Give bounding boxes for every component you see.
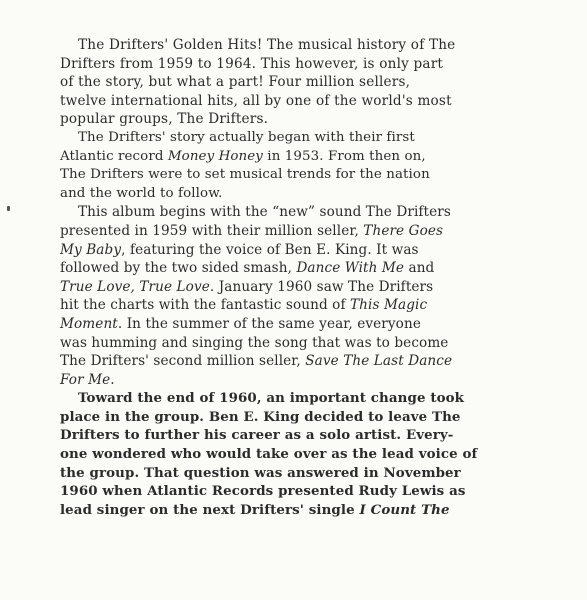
text-line (60, 222, 520, 241)
italic-title-text: Moment (60, 315, 118, 332)
paragraph-1 (60, 36, 520, 129)
body-text: the group. That question was answered in November (60, 464, 461, 481)
body-text: Drifters to further his career as a solo artist. Every- (60, 427, 454, 444)
document-body (60, 36, 520, 519)
body-text: in 1953. From then on, (262, 148, 426, 164)
text-line (60, 501, 520, 520)
text-line (60, 166, 520, 185)
body-text: followed by the two sided smash, (60, 260, 297, 277)
body-text: . January 1960 saw The Drifters (209, 278, 434, 295)
text-line (60, 203, 520, 222)
body-text: of the story, but what a part! Four million sellers, (60, 74, 411, 91)
body-text: The Drifters' second million seller, (60, 353, 306, 370)
text-line (60, 55, 520, 74)
text-line (60, 426, 520, 445)
body-text: popular groups, The Drifters. (60, 111, 269, 128)
text-line (60, 352, 520, 371)
text-line (60, 389, 520, 408)
body-text: one wondered who would take over as the lead voice of (60, 446, 478, 463)
body-text: The Drifters were to set musical trends for the nation (60, 167, 430, 183)
paragraph-3 (60, 203, 520, 389)
body-text: and (404, 260, 435, 277)
text-line (60, 278, 520, 297)
body-text: Atlantic record (60, 148, 168, 164)
body-text: The Drifters' story actually began with their first (78, 129, 415, 145)
text-line (60, 148, 520, 167)
body-text: , featuring the voice of Ben E. King. It was (121, 241, 419, 258)
body-text: place in the group. Ben E. King decided to leave The (60, 408, 461, 425)
italic-title-text: Save The Last Dance (305, 353, 453, 370)
body-text: hit the charts with the fantastic sound of (60, 297, 351, 314)
text-line (60, 445, 520, 464)
stray-ink-mark (7, 206, 10, 211)
body-text: The Drifters' Golden Hits! The musical history of The (78, 37, 456, 53)
text-line (60, 315, 520, 334)
text-line (60, 296, 520, 315)
paragraph-2 (60, 129, 520, 203)
text-line (60, 482, 520, 501)
text-line (60, 36, 520, 55)
body-text: Drifters from 1959 to 1964. This however, is only part (60, 55, 444, 72)
text-line (60, 92, 520, 111)
body-text: was humming and singing the song that was to become (60, 334, 449, 351)
body-text: . In the summer of the same year, everyone (117, 315, 421, 332)
document-page (60, 36, 520, 519)
paragraph-4 (60, 389, 520, 519)
text-line (60, 259, 520, 278)
italic-title-text: I Count The (359, 501, 450, 518)
text-line (60, 241, 520, 260)
text-line (60, 110, 520, 129)
italic-title-text: Money Honey (167, 148, 263, 164)
text-line (60, 129, 520, 148)
body-text: lead singer on the next Drifters' single (60, 501, 360, 518)
body-text: twelve international hits, all by one of the world's most (60, 92, 452, 109)
text-line (60, 185, 520, 204)
body-text: This album begins with the “new” sound The Drifters (78, 204, 451, 221)
body-text: and the world to follow. (60, 185, 223, 201)
italic-title-text: Dance With Me (296, 260, 405, 277)
italic-title-text: My Baby (60, 241, 122, 258)
body-text: . (110, 371, 115, 388)
italic-title-text: True Love, True Love (60, 278, 210, 295)
body-text: presented in 1959 with their million seller, (60, 222, 364, 239)
text-line (60, 408, 520, 427)
text-line (60, 371, 520, 390)
text-line (60, 334, 520, 353)
text-line (60, 464, 520, 483)
italic-title-text: For Me (60, 371, 111, 388)
italic-title-text: This Magic (350, 297, 428, 314)
body-text: 1960 when Atlantic Records presented Rudy Lewis as (60, 483, 466, 500)
body-text: Toward the end of 1960, an important change took (78, 390, 465, 407)
text-line (60, 73, 520, 92)
italic-title-text: There Goes (363, 222, 444, 239)
